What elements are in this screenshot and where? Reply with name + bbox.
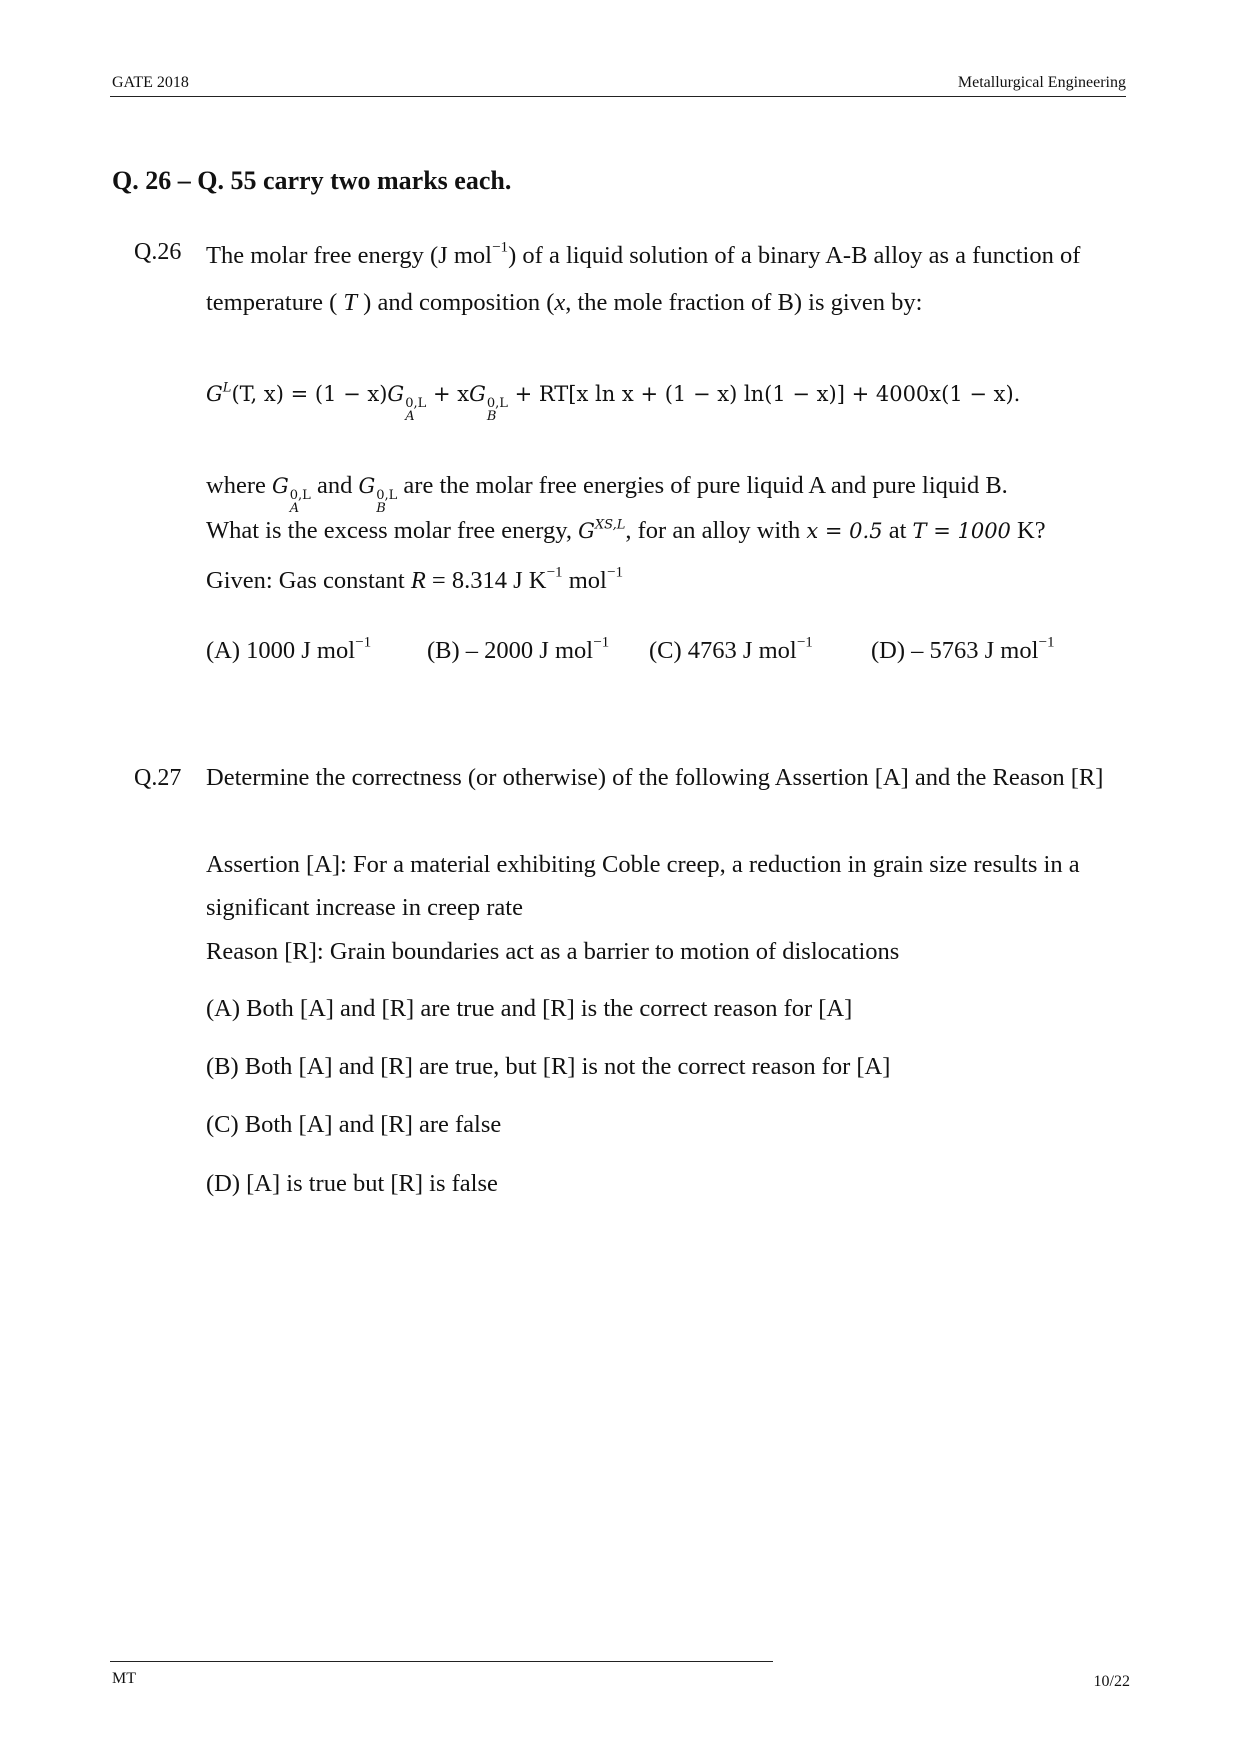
q26-option-a-text: (A) 1000 J mol [206,637,356,664]
q26-option-d-text: (D) – 5763 J mol [871,637,1039,664]
q26-question-c: at [888,517,907,544]
q26-line2-b: ) and composition ( [363,289,555,316]
q27-option-d[interactable]: (D) [A] is true but [R] is false [206,1170,498,1197]
q26-given-c: mol [562,567,607,594]
eq-GA-sup: 0,L [405,395,427,411]
q26-line1-a: The molar free energy (J mol [206,242,492,269]
q27-reason: Reason [R]: Grain boundaries act as a barrier to motion of dislocations [206,938,900,965]
eq-GA: G [387,382,405,406]
where-GB-scripts [376,489,397,515]
q27-option-c[interactable]: (C) Both [A] and [R] are false [206,1111,502,1138]
q26-question-T: T = 1000 [912,519,1011,543]
where-GA-letter: G [271,474,289,498]
eq-GB: G [469,382,486,406]
q26-option-b[interactable] [427,633,610,664]
q26-equation [206,382,1020,423]
header-right: Metallurgical Engineering [957,74,1126,91]
q27-stem: Determine the correctness (or otherwise) of the following Assertion [A] and the Reason [R] [206,764,1104,791]
q26-line2-x: x [554,289,566,316]
q26-option-c-sup: −1 [796,633,813,651]
eq-GB-sub: B [486,408,497,424]
q26-line1-b: ) of a liquid solution of a binary A-B alloy as a function of [508,242,1081,269]
q26-given [206,563,624,594]
eq-args: (T, x) = (1 − x) [231,382,388,406]
eq-GB-scripts [487,397,508,423]
q27-number: Q.27 [134,765,182,791]
q26-question-b: , for an alloy with [625,517,801,544]
where-GB [358,474,398,516]
q26-question-G [578,519,625,543]
q26-line2-a: temperature ( [206,289,338,316]
eq-rest: + RT[x ln x + (1 − x) ln(1 − x)] + 4000x(1 − x). [507,382,1021,406]
footer-left: MT [112,1670,136,1687]
eq-GA-scripts [405,397,426,423]
header-rule [110,96,1126,97]
q26-option-d[interactable] [871,633,1055,664]
q26-option-c-text: (C) 4763 J mol [649,637,797,664]
q26-question-d: K? [1017,517,1046,544]
q26-question-a: What is the excess molar free energy, [206,517,572,544]
where-GA-sub: A [289,500,300,516]
section-title: Q. 26 – Q. 55 carry two marks each. [112,166,512,195]
q26-line2-T: T [343,289,358,316]
q26-question-x: x = 0.5 [806,519,883,543]
q27-assertion-line2: significant increase in creep rate [206,894,523,921]
q26-number: Q.26 [134,239,182,265]
q26-where-a: where [206,472,266,499]
q26-option-b-sup: −1 [593,633,610,651]
q27-option-b[interactable]: (B) Both [A] and [R] are true, but [R] is not the correct reason for [A] [206,1053,891,1080]
q27-assertion-line1: Assertion [A]: For a material exhibiting Coble creep, a reduction in grain size results in a [206,851,1080,878]
where-GA-scripts [290,489,311,515]
q27-option-a[interactable]: (A) Both [A] and [R] are true and [R] is the correct reason for [A] [206,995,853,1022]
q26-option-a[interactable] [206,633,372,664]
q26-given-R: R [410,567,426,594]
header-left: GATE 2018 [112,74,189,91]
eq-G: G [206,382,223,406]
q26-line1-sup: −1 [491,238,509,256]
q26-given-sup2: −1 [606,563,624,581]
q26-option-b-text: (B) – 2000 J mol [427,637,594,664]
eq-GB-sup: 0,L [486,395,508,411]
where-GA [271,474,311,516]
eq-GA-sub: A [405,408,415,424]
where-GA-sup: 0,L [289,487,311,503]
q26-option-c[interactable] [649,633,813,664]
q26-given-a: Given: Gas constant [206,567,405,594]
where-GB-sub: B [376,500,386,516]
q26-option-d-sup: −1 [1038,633,1055,651]
q26-where-c: are the molar free energies of pure liquid A and pure liquid B. [403,472,1008,499]
q26-where-b: and [316,472,353,499]
q26-given-sup1: −1 [546,563,563,581]
q26-line2-c: , the mole fraction of B) is given by: [565,289,923,316]
q26-question-G-letter: G [578,519,595,543]
eq-L: L [222,380,232,396]
where-GB-sup: 0,L [376,487,398,503]
q26-line2 [206,291,922,316]
q26-question [206,519,1046,544]
footer-rule [110,1661,773,1662]
footer-page-number: 10/22 [1093,1673,1130,1690]
q26-question-sup: XS,L [594,517,626,533]
q26-given-b: = 8.314 J K [431,567,547,594]
q26-where [206,474,1008,515]
q26-line1 [206,238,1081,269]
q26-option-a-sup: −1 [355,633,372,651]
eq-plus-x: + x [426,382,470,406]
where-GB-letter: G [358,474,376,498]
